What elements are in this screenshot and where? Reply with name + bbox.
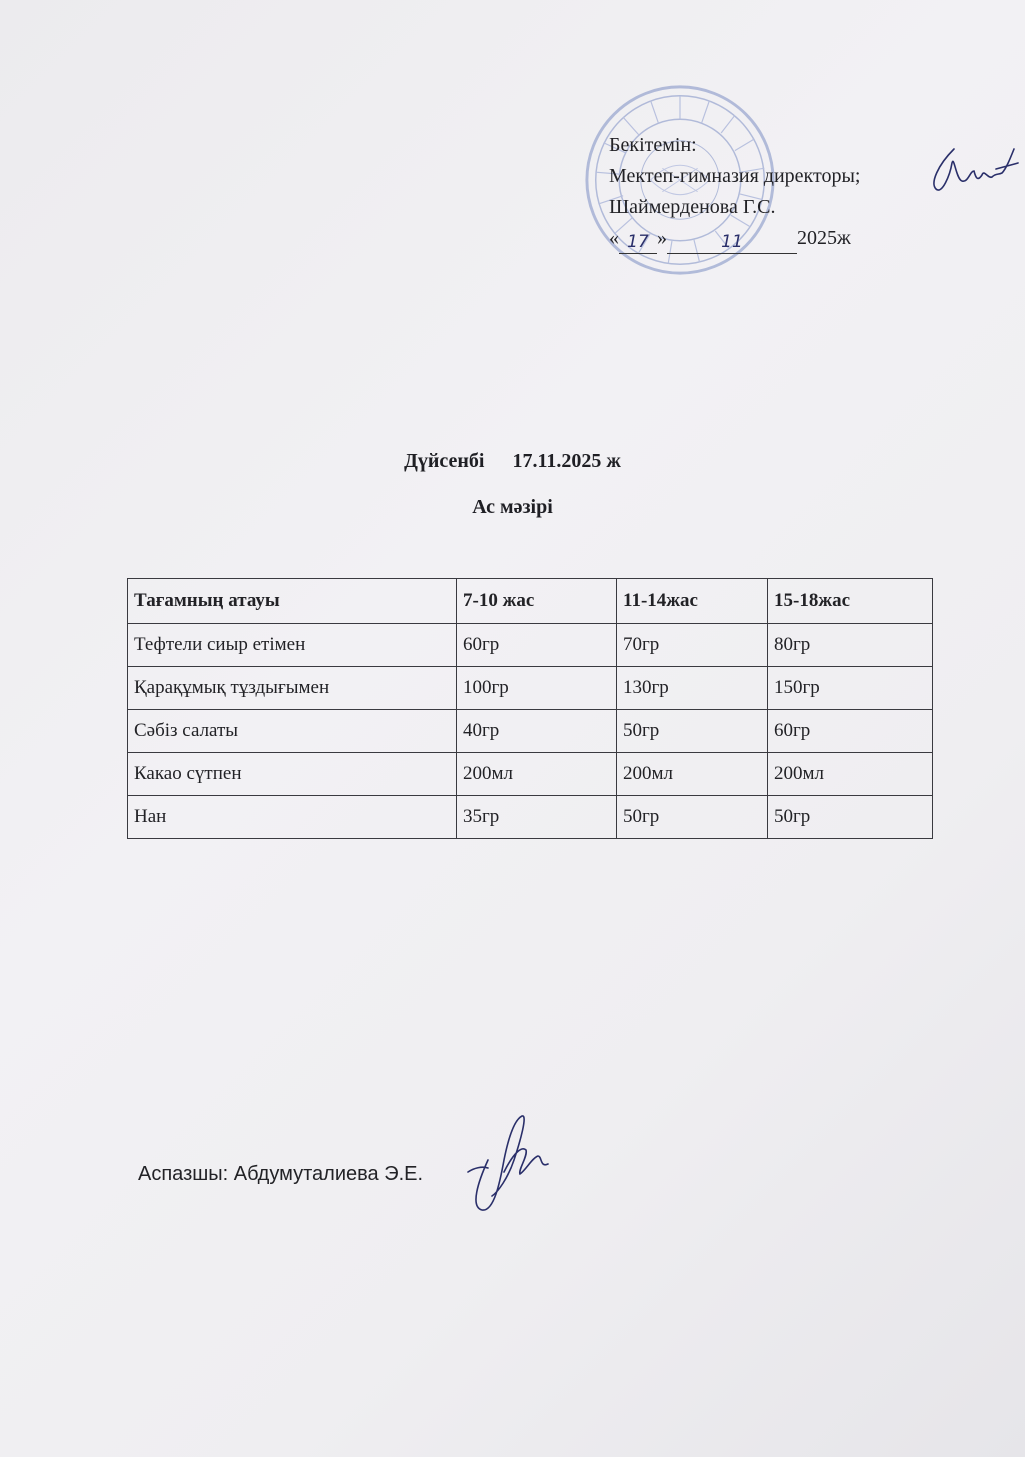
date-open-quote: « (609, 227, 619, 249)
cook-name: Аспазшы: Абдумуталиева Э.Е. (138, 1163, 424, 1185)
portion-11-14: 50гр (617, 710, 768, 753)
dish-name: Сәбіз салаты (128, 710, 457, 753)
table-row (128, 796, 933, 839)
date-month: 11 (667, 227, 797, 254)
portion-7-10: 60гр (457, 624, 617, 667)
dish-name: Қарақұмық тұздығымен (128, 667, 457, 710)
portion-11-14: 50гр (617, 796, 768, 839)
portion-7-10: 40гр (457, 710, 617, 753)
menu-title: Ас мәзірі (472, 496, 553, 518)
date-day: 17 (619, 227, 657, 254)
approval-date (609, 223, 860, 254)
portion-15-18: 60гр (768, 710, 933, 753)
approval-block (609, 130, 860, 254)
column-header-age-7-10: 7-10 жас (457, 579, 617, 624)
approval-name: Шаймерденова Г.С. (609, 196, 776, 218)
dish-name: Нан (128, 796, 457, 839)
dish-name: Какао сүтпен (128, 753, 457, 796)
table-row (128, 667, 933, 710)
signature-icon (926, 135, 1021, 200)
portion-7-10: 200мл (457, 753, 617, 796)
table-header-row (128, 579, 933, 624)
menu-date-heading (0, 450, 1025, 473)
column-header-age-15-18: 15-18жас (768, 579, 933, 624)
column-header-age-11-14: 11-14жас (617, 579, 768, 624)
portion-11-14: 130гр (617, 667, 768, 710)
signature-icon (448, 1112, 568, 1217)
date-year: 2025ж (797, 227, 851, 249)
portion-11-14: 200мл (617, 753, 768, 796)
dish-name: Тефтели сиыр етімен (128, 624, 457, 667)
weekday: Дүйсенбі (404, 450, 485, 472)
portion-15-18: 200мл (768, 753, 933, 796)
portion-7-10: 100гр (457, 667, 617, 710)
table-row (128, 624, 933, 667)
portion-15-18: 150гр (768, 667, 933, 710)
table-row (128, 710, 933, 753)
column-header-dish: Тағамның атауы (128, 579, 457, 624)
menu-date: 17.11.2025 ж (512, 450, 621, 472)
approval-position: Мектеп-гимназия директоры; (609, 165, 861, 187)
menu-table (127, 578, 933, 839)
portion-11-14: 70гр (617, 624, 768, 667)
portion-15-18: 50гр (768, 796, 933, 839)
approval-title: Бекітемін: (609, 134, 697, 156)
portion-15-18: 80гр (768, 624, 933, 667)
date-close-quote: » (657, 227, 667, 249)
portion-7-10: 35гр (457, 796, 617, 839)
table-row (128, 753, 933, 796)
